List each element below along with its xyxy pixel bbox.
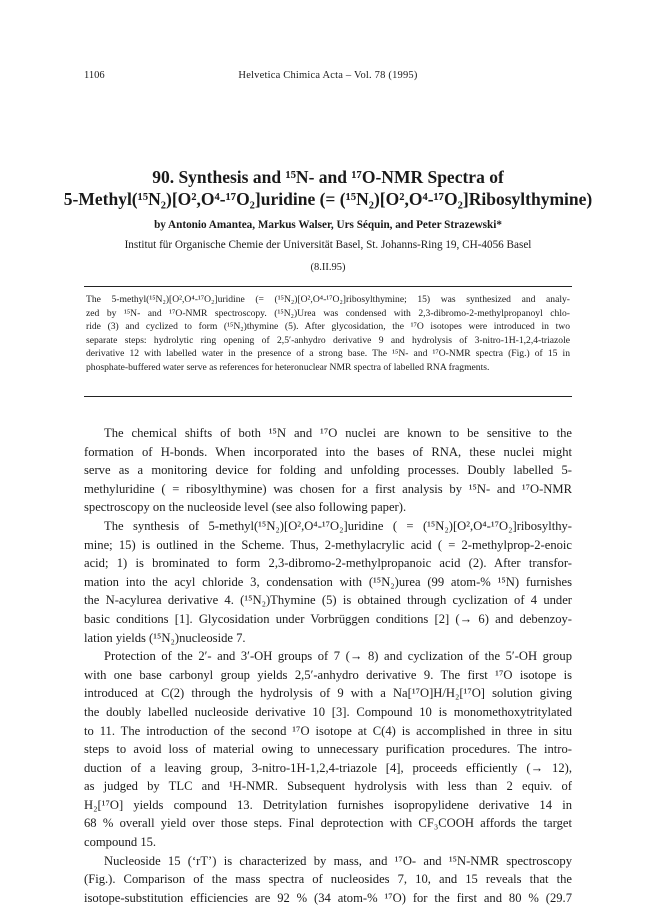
abstract-line: The 5-methyl(¹⁵N₂)[O²,O⁴-¹⁷O₂]uridine (= (¹⁵N₂)[O²,O⁴-¹⁷O₂]ribosylthymine; 15) was synthesized and analy- xyxy=(86,294,570,305)
body-line: H₂[¹⁷O] yields compound 13. Detritylation furnishes isopropylidene derivative 14 in xyxy=(84,797,572,812)
body-line: steps to avoid loss of material owing to unnecessary purification procedures. The intro- xyxy=(84,742,572,757)
author-list: by Antonio Amantea, Markus Walser, Urs Séquin, and Peter Strazewski* xyxy=(154,219,502,231)
body-line: compound 15. xyxy=(84,835,157,850)
title-line-1: 90. Synthesis and ¹⁵N- and ¹⁷O-NMR Spectra of xyxy=(152,167,504,187)
body-line: serve as a monitoring device for folding and unfolding processes. Doubly labelled 5- xyxy=(84,463,572,478)
body-line: isotope-substitution efficiencies are 92 % (34 atom-% ¹⁷O) for the first and 80 % (29.7 xyxy=(84,890,572,905)
body-line: the doubly labelled nucleoside derivative 10 [3]. Compound 10 is monomethoxytritylated xyxy=(84,704,572,719)
body-line: introduced at C(2) through the hydrolysis of 9 with a Na[¹⁷O]H/H₂[¹⁷O] solution giving xyxy=(84,686,572,701)
body-line: (Fig.). Comparison of the mass spectra of nucleosides 7, 10, and 15 reveals that the xyxy=(84,872,572,887)
journal-name: Helvetica Chimica Acta – Vol. 78 (1995) xyxy=(238,70,418,81)
body-line: Protection of the 2′- and 3′-OH groups of 7 (→ 8) and cyclization of the 5′-OH group xyxy=(104,649,572,664)
paper-title xyxy=(60,166,596,210)
affiliation: Institut für Organische Chemie der Universität Basel, St. Johanns-Ring 19, CH-4056 Basel xyxy=(124,239,532,251)
abstract-line: phosphate-buffered water serve as references for heteronuclear NMR spectra of labelled RNA fragments. xyxy=(86,361,490,373)
body-line: with one base carbonyl group yields 2,5′-anhydro derivative 9. The first ¹⁷O isotope is xyxy=(84,667,572,682)
body-text xyxy=(84,424,572,907)
abstract-line: derivative 12 with labelled water in the presence of a strong base. The ¹⁵N- and ¹⁷O-NMR spectra (Fig.) of 15 in xyxy=(86,348,570,359)
abstract-line: zed by ¹⁵N- and ¹⁷O-NMR spectroscopy. (¹⁵N₂)Urea was condensed with 2,3-dibromo-2-methylpropanoyl chlo- xyxy=(86,307,570,319)
body-line: lation yields (¹⁵N₂)nucleoside 7. xyxy=(84,630,246,645)
body-line: spectroscopy on the nucleoside level (see also following paper). xyxy=(84,500,407,515)
page-number: 1106 xyxy=(84,70,105,81)
body-line: the N-acylurea derivative 4. (¹⁵N₂)Thymine (5) is obtained through cyclization of 4 under xyxy=(84,593,572,608)
body-line: duction of a leaving group, 3-nitro-1H-1,2,4-triazole [4], proceeds efficiently (→ 12), xyxy=(84,760,572,775)
title-line-2: 5-Methyl(¹⁵N₂)[O²,O⁴-¹⁷O₂]uridine (= (¹⁵N₂)[O²,O⁴-¹⁷O₂]Ribosylthymine) xyxy=(63,189,593,209)
body-line: 68 % overall yield over those steps. Final deprotection with CF₃COOH affords the target xyxy=(84,816,572,831)
received-date: (8.II.95) xyxy=(310,262,346,273)
body-line: The synthesis of 5-methyl(¹⁵N₂)[O²,O⁴-¹⁷O₂]uridine ( = (¹⁵N₂)[O²,O⁴-¹⁷O₂]ribosylthy- xyxy=(104,518,572,533)
body-line: basic conditions [1]. Glycosidation under Vorbrüggen conditions [2] (→ 6) and debenzoy- xyxy=(84,611,572,626)
body-line: Nucleoside 15 (‘rT’) is characterized by mass, and ¹⁷O- and ¹⁵N-NMR spectroscopy xyxy=(104,853,572,868)
body-line: mation into the acyl chloride 3, condensation with (¹⁵N₂)urea (99 atom-% ¹⁵N) furnishes xyxy=(84,574,572,589)
body-line: methyluridine ( = ribosylthymine) was chosen for a first analysis by ¹⁵N- and ¹⁷O-NMR xyxy=(84,481,572,496)
abstract-line: separate steps: hydrolytic ring opening of 2,5′-anhydro derivative 9 and hydrolysis of 3-nitro-1H-1,2,4-triazole xyxy=(86,334,570,346)
body-line: The chemical shifts of both ¹⁵N and ¹⁷O nuclei are known to be sensitive to the xyxy=(104,426,572,440)
body-line: to 11. The introduction of the second ¹⁷O isotope at C(4) is accomplished in three in situ xyxy=(84,723,572,738)
abstract-bottom-rule xyxy=(84,396,572,397)
body-line: acid; 1) is brominated to form 2,3-dibromo-2-methylpropanoic acid (2). After transfor- xyxy=(84,556,572,571)
abstract-line: ride (3) and cyclized to form (¹⁵N₂)thymine (5). After glycosidation, the ¹⁷O isotopes were introduced in two xyxy=(86,321,570,332)
body-line: formation of H-bonds. When incorporated into the bases of RNA, these nuclei might xyxy=(84,444,572,459)
body-line: as judged by TLC and ¹H-NMR. Subsequent hydrolysis with less than 2 equiv. of xyxy=(84,779,572,794)
abstract-top-rule xyxy=(84,286,572,287)
body-line: mine; 15) is outlined in the Scheme. Thus, 2-methylacrylic acid ( = 2-methylprop-2-enoic xyxy=(84,537,572,552)
abstract xyxy=(86,293,570,374)
